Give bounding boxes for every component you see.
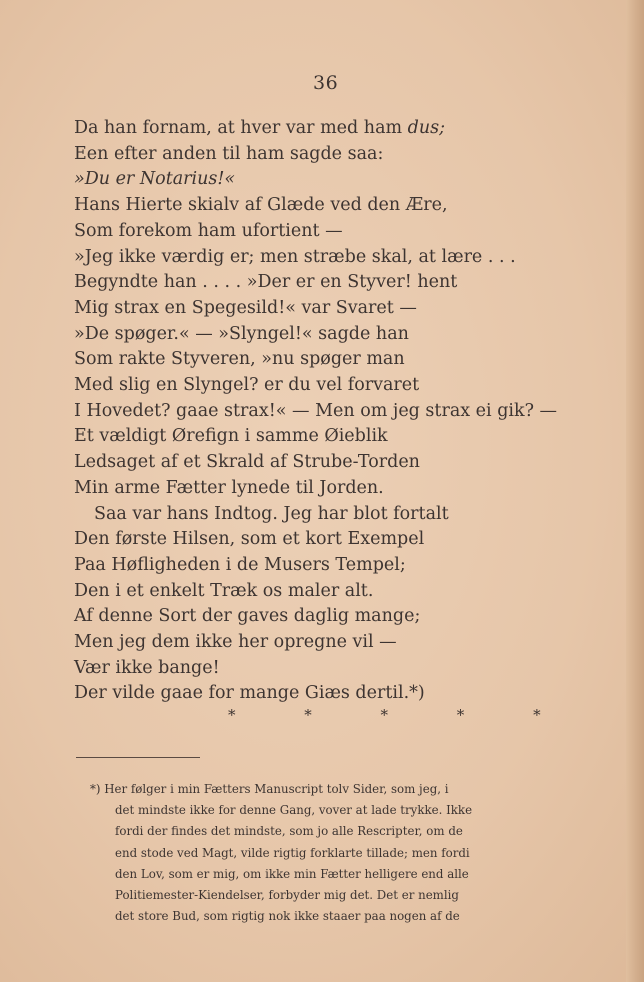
- verse-line: [74, 296, 574, 322]
- verse-line-text: Paa Høfligheden i de Musers Tempel;: [74, 554, 406, 575]
- footnote-rule: [76, 757, 200, 758]
- footnote-line: den Lov, som er mig, om ikke min Fætter helligere end alle: [115, 866, 469, 881]
- verse-line: [74, 399, 574, 425]
- verse-line: [74, 656, 574, 682]
- verse-line: [74, 579, 574, 605]
- verse-line-text: Den i et enkelt Træk os maler alt.: [74, 580, 374, 601]
- verse-line: [74, 322, 574, 348]
- verse-line: [74, 193, 574, 219]
- verse-line-text: Et vældigt Ørefign i samme Øieblik: [74, 426, 388, 447]
- verse-line-text: Ledsaget af et Skrald af Strube-Torden: [74, 452, 420, 473]
- footnote-line: det mindste ikke for denne Gang, vover at lade trykke. Ikke: [115, 803, 473, 818]
- footnote-line: det store Bud, som rigtig nok ikke staaer paa nogen af de: [115, 909, 460, 924]
- verse-line-text: Men jeg dem ikke her opregne vil —: [74, 632, 397, 653]
- verse-line-text: Een efter anden til ham sagde saa:: [74, 143, 384, 164]
- page-number: 36: [313, 72, 339, 94]
- verse-line: [74, 116, 574, 142]
- verse-line-text: Den første Hilsen, som et kort Exempel: [74, 529, 425, 550]
- verse-line-text: »Jeg ikke værdig er; men stræbe skal, at lære . . .: [74, 246, 516, 267]
- verse-line-text: »De spøger.« — »Slyngel!« sagde han: [74, 323, 409, 344]
- footnote-line: end stode ved Magt, vilde rigtig forklarte tillade; men fordi: [115, 845, 470, 860]
- verse-line: [74, 142, 574, 168]
- verse-line-text: Begyndte han . . . . »Der er en Styver! hent: [74, 272, 458, 293]
- verse-line-text: Der vilde gaae for mange Giæs dertil.*): [74, 683, 425, 704]
- verse-line: [74, 630, 574, 656]
- verse-line: [74, 553, 574, 579]
- verse-line: [74, 167, 574, 193]
- verse-line-text: Som forekom ham ufortient —: [74, 220, 343, 241]
- verse-line: [74, 476, 574, 502]
- verse-line-italic: »Du er Notarius!«: [74, 169, 236, 190]
- footnote-line: *) Her følger i min Fætters Manuscript tolv Sider, som jeg, i: [90, 782, 449, 796]
- verse-body: [74, 116, 574, 707]
- verse-line: [74, 604, 574, 630]
- footnote-line: fordi der findes det mindste, som jo alle Rescripter, om de: [115, 824, 463, 839]
- verse-line: [74, 502, 574, 528]
- section-stars: * * * * *: [228, 706, 573, 724]
- verse-line-text: Da han fornam, at hver var med ham: [74, 118, 408, 138]
- verse-line-text: Min arme Fætter lynede til Jorden.: [74, 477, 384, 498]
- verse-line: [74, 373, 574, 399]
- verse-line-text: Med slig en Slyngel? er du vel forvaret: [74, 375, 420, 396]
- verse-line-text: Af denne Sort der gaves daglig mange;: [74, 606, 421, 627]
- verse-line: [74, 219, 574, 245]
- footnote: [90, 779, 576, 927]
- verse-line: [74, 424, 574, 450]
- verse-line-text: Vær ikke bange!: [74, 657, 220, 678]
- page-edge: [626, 0, 644, 982]
- footnote-line: Politiemester-Kiendelser, forbyder mig det. Det er nemlig: [115, 888, 459, 903]
- verse-line: [74, 450, 574, 476]
- verse-line-italic: dus;: [407, 118, 446, 138]
- verse-line: [74, 245, 574, 271]
- verse-line-text: Saa var hans Indtog. Jeg har blot fortalt: [94, 503, 449, 524]
- verse-line-text: Mig strax en Spegesild!« var Svaret —: [74, 297, 417, 318]
- verse-line-text: I Hovedet? gaae strax!« — Men om jeg strax ei gik? —: [74, 400, 558, 421]
- verse-line: [74, 270, 574, 296]
- verse-line: [74, 681, 574, 707]
- verse-line: [74, 527, 574, 553]
- verse-line-text: Som rakte Styveren, »nu spøger man: [74, 349, 405, 370]
- verse-line: [74, 347, 574, 373]
- verse-line-text: Hans Hierte skialv af Glæde ved den Ære,: [74, 195, 448, 216]
